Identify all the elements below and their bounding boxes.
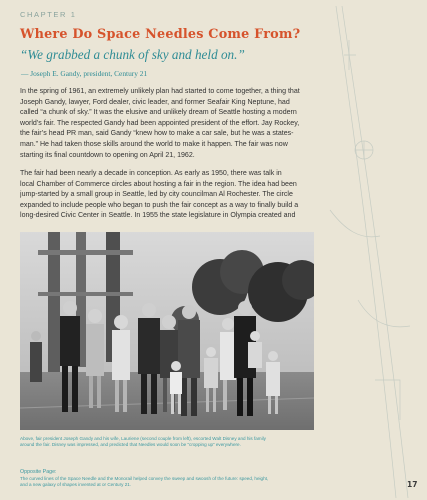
quote-attribution: — Joseph E. Gandy, president, Century 21	[21, 69, 148, 78]
opposite-page-caption-heading: Opposite Page:	[20, 469, 57, 475]
paragraph-line: starting its final countdown to opening on April 21, 1962.	[20, 151, 195, 159]
body-paragraph-2	[20, 169, 316, 232]
caption-line: Above, fair president Joseph Gandy and his wife, Lauriene (second couple from left), escorted Walt Disney and his family	[20, 436, 266, 441]
caption-line: and a new galaxy of shapes invented at or Century 21.	[20, 482, 132, 488]
page-number: 17	[407, 480, 418, 489]
page-title: Where Do Space Needles Come From?	[20, 27, 301, 42]
photo-illustration	[20, 232, 314, 430]
caption-line: around the fair. Disney was impressed, and predicted that Needles would soon be “cropping up” everywhere.	[20, 442, 241, 448]
paragraph-line: In the spring of 1961, an extremely unlikely plan had started to come together, a thing that	[20, 88, 300, 95]
paragraph-line: the fair’s head PR man, said Gandy “knew how to make a car sale, but he was a states-	[20, 130, 294, 138]
paragraph-line: called “a chunk of sky.” It was the elusive and unlikely dream of Seattle hosting a modern	[20, 109, 297, 117]
chapter-label: CHAPTER 1	[20, 10, 77, 19]
caption-line: The curved lines of the Space Needle and the Monorail helped convey the sweep and swoosh of the future: speed, height,	[20, 476, 269, 481]
paragraph-line: man.” He had taken those skills around the world to make it happen. The fair was now	[20, 140, 288, 148]
opposite-page-caption	[20, 476, 318, 489]
paragraph-line: jump-started by a small group in Seattle, led by city councilman Al Rochester. The circle	[20, 191, 293, 199]
paragraph-line: The fair had been nearly a decade in conception. As early as 1950, there was talk in	[20, 170, 282, 177]
paragraph-line: Joseph Gandy, lawyer, Ford dealer, civic leader, and former Seafair King Neptune, had	[20, 98, 290, 106]
paragraph-line: world’s fair. The respected Gandy had been appointed president of the effort. Jay Rockey,	[20, 119, 300, 127]
body-paragraph-1	[20, 87, 316, 173]
pull-quote: “We grabbed a chunk of sky and held on.”	[20, 47, 245, 62]
paragraph-line: local Chamber of Commerce circles about hosting a fair in the region. The idea had been	[20, 180, 297, 188]
group-photo	[20, 232, 314, 430]
paragraph-line: expanded to include people who began to push the fair concept as a way to finally build a	[20, 201, 299, 209]
paragraph-line: long-desired Civic Center in Seattle. In 1955 the state legislature in Olympia created and	[20, 212, 296, 220]
photo-caption	[20, 436, 318, 449]
